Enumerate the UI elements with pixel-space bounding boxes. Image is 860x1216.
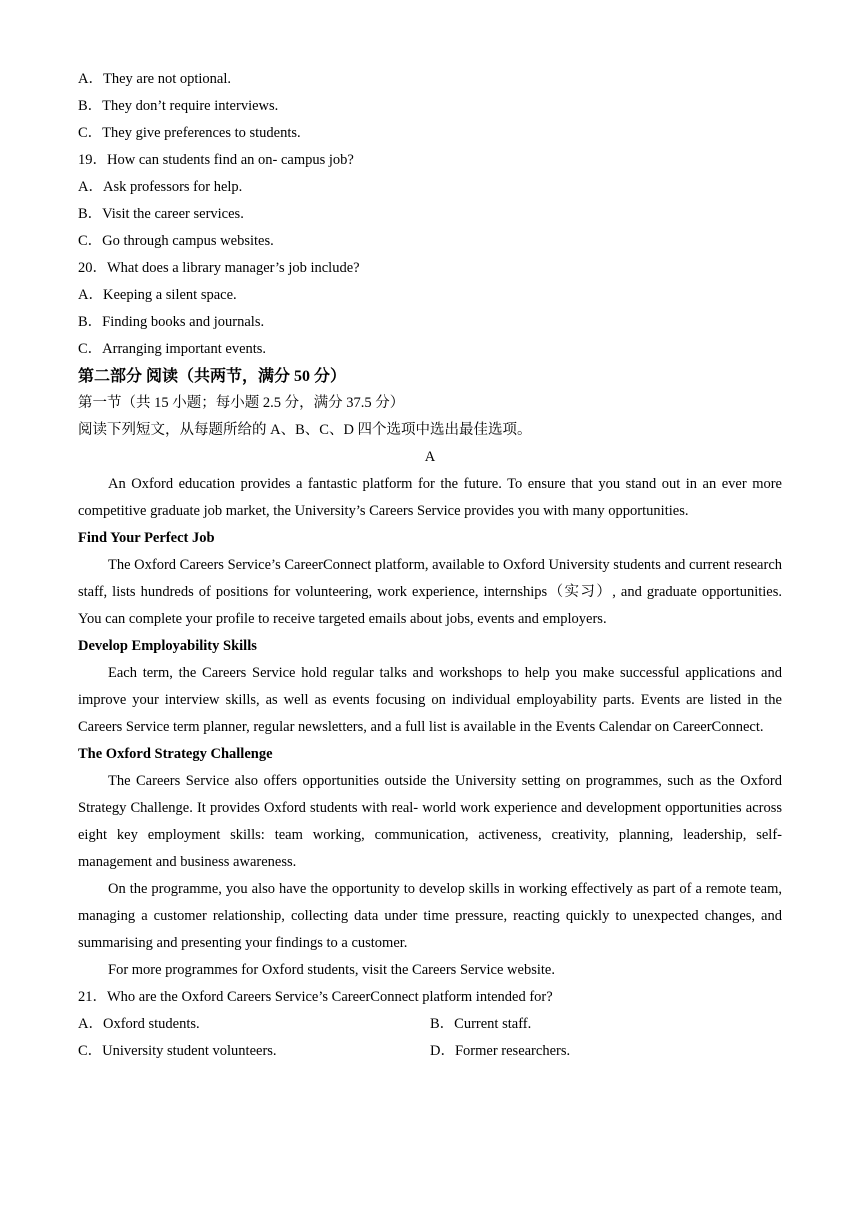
paragraph-employability: Each term, the Careers Service hold regular talks and workshops to help you make successful applications and improve your interview skills, as well as events focusing on individual employability parts. Events are listed in the Careers Service term planner, regular newsletters, and a full list is available in the Events Calendar on CareerConnect. [78,665,782,735]
passage-label: A [424,449,436,465]
page-content [78,66,782,1065]
paragraph-more-programmes: For more programmes for Oxford students, visit the Careers Service website. [108,962,555,978]
q20-stem: 20．What does a library manager’s job include? [78,260,360,276]
reading-part-title: 第二部分 阅读（共两节，满分 50 分） [78,368,347,385]
q21-stem: 21．Who are the Oxford Careers Service’s CareerConnect platform intended for? [78,989,553,1005]
q19-option-b: B．Visit the career services. [78,206,244,222]
paragraph-programme: On the programme, you also have the opportunity to develop skills in working effectively as part of a remote team, managing a customer relationship, collecting data under time pressure, reacting quickly to unexpected changes, and summarising and presenting your findings to a customer. [78,881,782,951]
q21-option-b: B．Current staff. [430,1016,532,1032]
q21-options-row-2 [78,1038,782,1065]
q21-option-d: D．Former researchers. [430,1043,571,1059]
q19-option-c: C．Go through campus websites. [78,233,274,249]
q20-option-c: C．Arranging important events. [78,341,267,357]
q21-option-c: C．University student volunteers. [78,1043,277,1059]
heading-find-job: Find Your Perfect Job [78,530,215,546]
q20-option-a: A．Keeping a silent space. [78,287,237,303]
heading-strategy-challenge: The Oxford Strategy Challenge [78,746,273,762]
q18-option-a: A．They are not optional. [78,71,232,87]
q19-stem: 19．How can students find an on- campus job? [78,152,354,168]
q21-option-a: A．Oxford students. [78,1016,200,1032]
paragraph-find-job: The Oxford Careers Service’s CareerConnect platform, available to Oxford University students and current research staff, lists hundreds of positions for volunteering, work experience, internships（实习）, and graduate opportunities. You can complete your profile to receive targeted emails about jobs, events and employers. [78,557,783,627]
q18-option-b: B．They don’t require interviews. [78,98,279,114]
q18-option-c: C．They give preferences to students. [78,125,301,141]
heading-employability: Develop Employability Skills [78,638,257,654]
passage-intro: An Oxford education provides a fantastic platform for the future. To ensure that you stand out in an ever more competitive graduate job market, the University’s Careers Service provides you with many opportunities. [78,476,782,519]
paragraph-strategy-challenge: The Careers Service also offers opportunities outside the University setting on programmes, such as the Oxford Strategy Challenge. It provides Oxford students with real- world work experience and development opportunities across eight key employment skills: team working, communication, activeness, creativity, planning, leadership, self- management and business awareness. [78,773,782,870]
reading-instruction: 阅读下列短文，从每题所给的 A、B、C、D 四个选项中选出最佳选项。 [78,422,532,438]
q19-option-a: A．Ask professors for help. [78,179,243,195]
q21-options-row-1 [78,1011,782,1038]
q20-option-b: B．Finding books and journals. [78,314,265,330]
reading-section-line: 第一节（共 15 小题；每小题 2.5 分，满分 37.5 分） [78,395,405,411]
